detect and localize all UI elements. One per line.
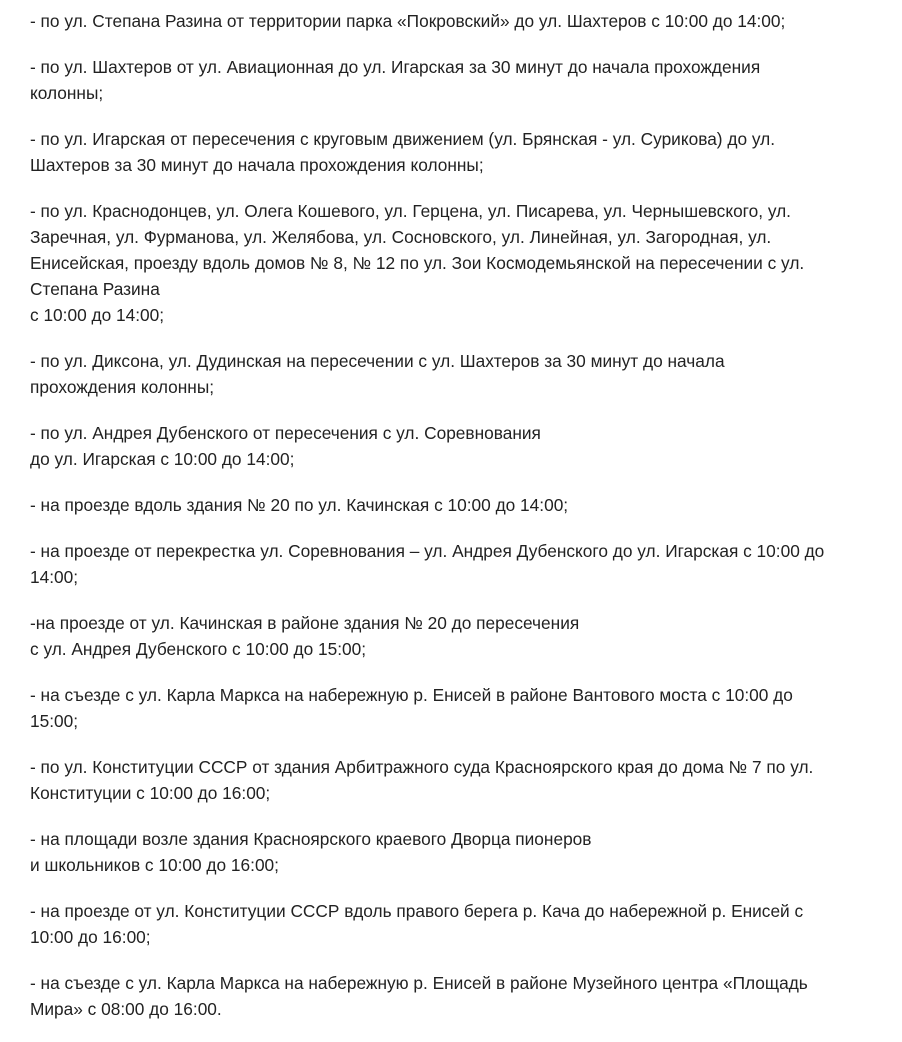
closure-item: - на съезде с ул. Карла Маркса на набережную р. Енисей в районе Музейного центра «Площадь Мира» с 08:00 до 16:00.: [30, 973, 808, 1019]
closure-item: - по ул. Конституции СССР от здания Арбитражного суда Красноярского края до дома № 7 по ул. Конституции с 10:00 до 16:00;: [30, 757, 814, 803]
closure-item: - на проезде от перекрестка ул. Соревнования – ул. Андрея Дубенского до ул. Игарская с 10:00 до 14:00;: [30, 541, 825, 587]
document-body: [30, 8, 890, 1042]
closure-item: - по ул. Шахтеров от ул. Авиационная до ул. Игарская за 30 минут до начала прохождения колонны;: [30, 57, 761, 103]
closure-item: - на проезде вдоль здания № 20 по ул. Качинская с 10:00 до 14:00;: [30, 495, 569, 515]
closure-item: - по ул. Андрея Дубенского от пересечения с ул. Соревнования до ул. Игарская с 10:00 до 14:00;: [30, 423, 541, 469]
closure-item: - по ул. Игарская от пересечения с круговым движением (ул. Брянская - ул. Сурикова) до ул. Шахтеров за 30 минут до начала прохождения колонны;: [30, 129, 775, 175]
closure-item: - по ул. Диксона, ул. Дудинская на пересечении с ул. Шахтеров за 30 минут до начала прохождения колонны;: [30, 351, 725, 397]
closure-item: - на площади возле здания Красноярского краевого Дворца пионеров и школьников с 10:00 до 16:00;: [30, 829, 592, 875]
closure-item: -на проезде от ул. Качинская в районе здания № 20 до пересечения с ул. Андрея Дубенского с 10:00 до 15:00;: [30, 613, 580, 659]
closure-item: - по ул. Степана Разина от территории парка «Покровский» до ул. Шахтеров с 10:00 до 14:00;: [30, 11, 786, 31]
closure-item: - на съезде с ул. Карла Маркса на набережную р. Енисей в районе Вантового моста с 10:00 до 15:00;: [30, 685, 793, 731]
closure-item: - на проезде от ул. Конституции СССР вдоль правого берега р. Кача до набережной р. Енисей с 10:00 до 16:00;: [30, 901, 804, 947]
closure-item: - по ул. Краснодонцев, ул. Олега Кошевого, ул. Герцена, ул. Писарева, ул. Чернышевского, ул. Заречная, ул. Фурманова, ул. Желябова, ул. Сосновского, ул. Линейная, ул. Загородная, ул. Енисейская, проезду вдоль домов № 8, № 12 по ул. Зои Космодемьянской на пересечении с ул. Степана Разина с 10:00 до 14:00;: [30, 201, 805, 325]
